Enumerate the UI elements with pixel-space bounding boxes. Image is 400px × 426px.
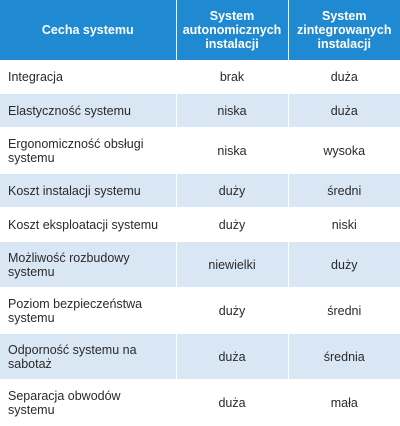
table-row bbox=[0, 94, 400, 128]
header-feature: Cecha systemu bbox=[0, 0, 176, 60]
autonomous-value-cell: duża bbox=[176, 334, 288, 380]
feature-cell: Koszt instalacji systemu bbox=[0, 174, 176, 208]
header-row bbox=[0, 0, 400, 60]
table-row bbox=[0, 60, 400, 94]
autonomous-value-cell: duża bbox=[176, 380, 288, 426]
autonomous-value-cell: duży bbox=[176, 288, 288, 334]
autonomous-value-cell: brak bbox=[176, 60, 288, 94]
feature-cell: Koszt eksploatacji systemu bbox=[0, 208, 176, 242]
integrated-value-cell: średnia bbox=[288, 334, 400, 380]
integrated-value-cell: mała bbox=[288, 380, 400, 426]
autonomous-value-cell: duży bbox=[176, 208, 288, 242]
table-body bbox=[0, 60, 400, 426]
integrated-value-cell: duża bbox=[288, 60, 400, 94]
integrated-value-cell: średni bbox=[288, 288, 400, 334]
integrated-value-cell: niski bbox=[288, 208, 400, 242]
autonomous-value-cell: duży bbox=[176, 174, 288, 208]
table-row bbox=[0, 288, 400, 334]
feature-cell: Integracja bbox=[0, 60, 176, 94]
table-row bbox=[0, 334, 400, 380]
integrated-value-cell: wysoka bbox=[288, 128, 400, 174]
table-row bbox=[0, 242, 400, 288]
feature-cell: Odporność systemu na sabotaż bbox=[0, 334, 176, 380]
feature-cell: Ergonomiczność obsługi systemu bbox=[0, 128, 176, 174]
table-row bbox=[0, 380, 400, 426]
autonomous-value-cell: niska bbox=[176, 128, 288, 174]
header-autonomous-system: System autonomicznych instalacji bbox=[176, 0, 288, 60]
feature-cell: Możliwość rozbudowy systemu bbox=[0, 242, 176, 288]
header-integrated-system: System zintegrowanych instalacji bbox=[288, 0, 400, 60]
integrated-value-cell: średni bbox=[288, 174, 400, 208]
table-header bbox=[0, 0, 400, 60]
table-row bbox=[0, 174, 400, 208]
autonomous-value-cell: niska bbox=[176, 94, 288, 128]
autonomous-value-cell: niewielki bbox=[176, 242, 288, 288]
table-row bbox=[0, 208, 400, 242]
feature-cell: Poziom bezpieczeństwa systemu bbox=[0, 288, 176, 334]
integrated-value-cell: duży bbox=[288, 242, 400, 288]
table-row bbox=[0, 128, 400, 174]
feature-cell: Elastyczność systemu bbox=[0, 94, 176, 128]
feature-cell: Separacja obwodów systemu bbox=[0, 380, 176, 426]
integrated-value-cell: duża bbox=[288, 94, 400, 128]
